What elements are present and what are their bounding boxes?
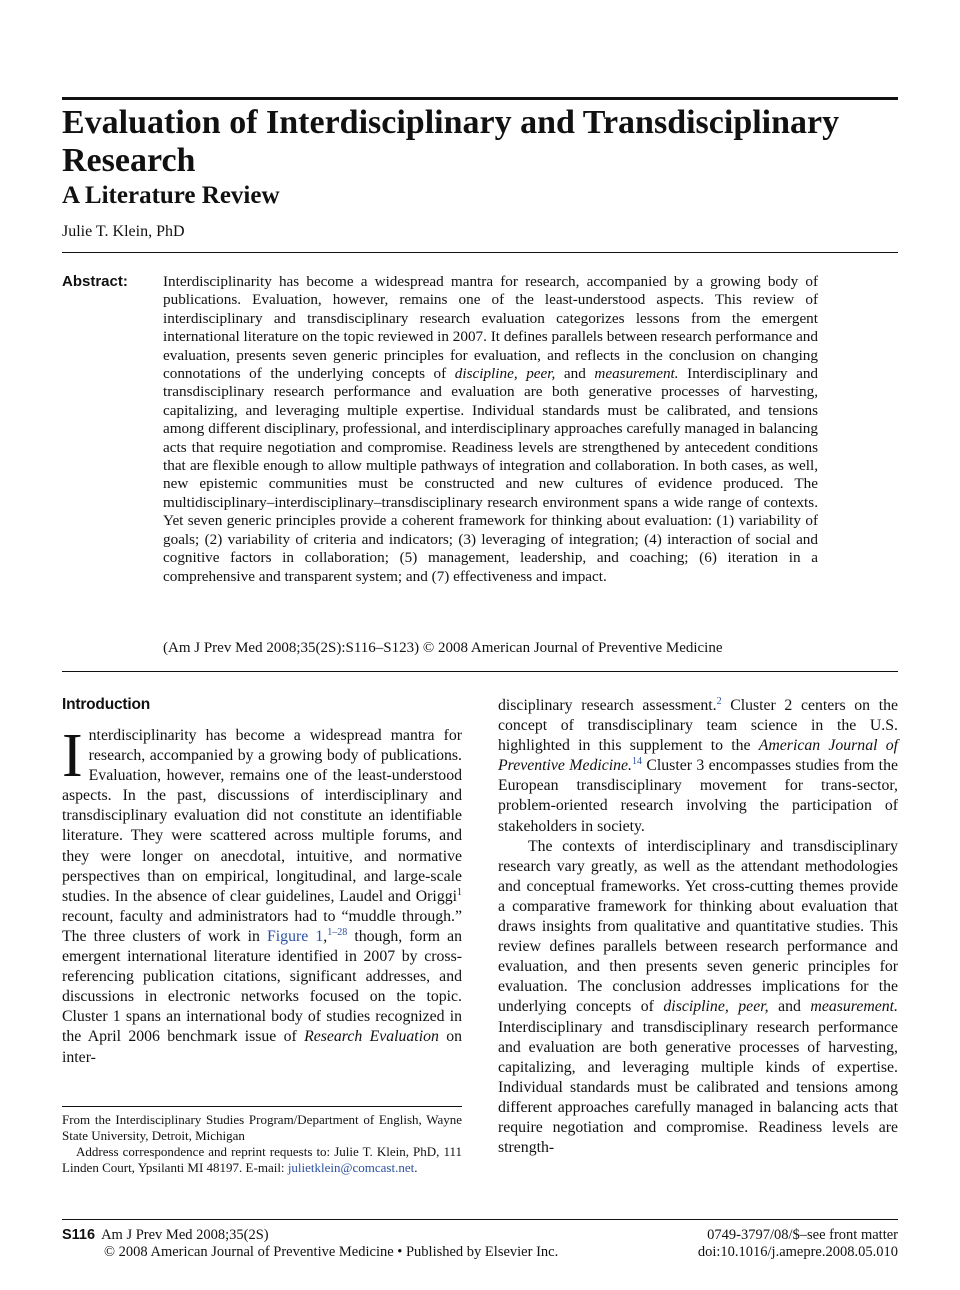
author-name: Julie T. Klein, PhD: [62, 223, 185, 240]
body-text: Interdisciplinary and transdisciplinary research performance and evaluation are both generative processes of harvesting, capitalizing, and leveraging multiple kinds of expertise. Individual standards must be calibrated and tensions among different approaches carefully managed in balancing acts that require negotiation and compromise. Readiness levels are strength-: [498, 1018, 898, 1157]
body-emphasis: discipline, peer,: [663, 998, 769, 1016]
body-text: recount, faculty and administrators had to “muddle through.” The three clusters of work in: [62, 907, 462, 945]
page-number: S116: [62, 1227, 96, 1243]
abstract-label: Abstract:: [62, 273, 128, 290]
correspondence-end: .: [414, 1160, 418, 1175]
abstract-part: Interdisciplinarity has become a widespread mantra for research, accompanied by a growing body of publications. Evaluation, however, remains one of the least-understood aspects. This review of interdisciplinary and transdisciplinary research evaluation categorizes lessons from the emergent international literature on the topic reviewed in 2007. It defines parallels between research performance and evaluation, presents seven generic principles for evaluation, and reflects in the conclusion on changing connotations of the underlying concepts of: [163, 273, 818, 383]
body-text: on inter-: [62, 1028, 462, 1066]
abstract-part: and: [555, 365, 595, 383]
body-text: Cluster 3 encompasses studies from the European transdisciplinary movement for trans-sector, problem-oriented research involving the participation of stakeholders in society.: [498, 757, 898, 835]
abstract-part: Interdisciplinary and transdisciplinary research performance and evaluation are both generative processes of harvesting, capitalizing, and leveraging multiple expertise. Individual standards must be calibrated, and tensions among different disciplinary, professional, and interdisciplinary approaches carefully managed in balancing acts that require negotiation and compromise. Readiness levels are strengthened by antecedent conditions that are flexible enough to allow multiple pathways of integration and collaboration. In both cases, as well, new epistemic communities must be constructed and new cultures of evidence produced. The multidisciplinary–interdisciplinary–transdisciplinary research environment spans a wide range of contexts. Yet seven generic principles provide a coherent framework for thinking about evaluation: (1) variability of goals; (2) variability of criteria and indicators; (3) leveraging of integration; (4) interaction of social and cognitive factors in collaboration; (5) management, leadership, and coaching; (6) iteration in a comprehensive and transparent system; and (7) effectiveness and impact.: [163, 365, 819, 585]
footer-doi[interactable]: doi:10.1016/j.amepre.2008.05.010: [697, 1244, 898, 1260]
body-text: The contexts of interdisciplinary and transdisciplinary research vary greatly, as well as the attendant methodologies and conceptual frameworks. Yet cross-cutting themes provide a comparative framework for thinking about evaluation that draws insights from qualitative and quantitative studies. This review defines parallels between research performance and evaluation, and then presents seven generic principles for evaluation. The conclusion addresses implications for the underlying concepts of: [498, 837, 898, 1016]
body-paragraph: [498, 837, 898, 1159]
footer-journal-line: [62, 1227, 269, 1244]
abstract-emphasis: discipline, peer,: [454, 365, 556, 383]
footer-copyright: © 2008 American Journal of Preventive Medicine • Published by Elsevier Inc.: [104, 1244, 559, 1260]
correspondence: [62, 1144, 462, 1176]
abstract-emphasis: measurement.: [594, 365, 679, 383]
section-heading: Introduction: [62, 696, 150, 713]
abstract-rule: [62, 671, 898, 672]
correspondence-text: Address correspondence and reprint requests to: Julie T. Klein, PhD, 111 Linden Court, Ypsilanti MI 48197. E-mail:: [62, 1144, 462, 1175]
footnote: [62, 1112, 462, 1176]
reference-marker[interactable]: 1–28: [327, 926, 348, 938]
article-title: Evaluation of Interdisciplinary and Transdisciplinary Research: [62, 104, 840, 179]
drop-cap: I: [62, 722, 83, 790]
footer-rule: [62, 1219, 898, 1220]
affiliation: From the Interdisciplinary Studies Program/Department of English, Wayne State University, Detroit, Michigan: [62, 1112, 462, 1143]
email-link[interactable]: julietklein@comcast.net: [287, 1160, 415, 1175]
body-emphasis: American Journal of Preventive Medicine.: [498, 737, 898, 775]
reference-marker[interactable]: 2: [716, 696, 722, 707]
body-text: ,: [323, 927, 328, 945]
body-text: and: [768, 998, 811, 1016]
body-paragraph: [498, 696, 898, 837]
header-rule: [62, 252, 898, 253]
left-column: [62, 722, 463, 1068]
reference-marker[interactable]: 14: [632, 756, 643, 768]
footnote-rule: [62, 1106, 462, 1107]
article-subtitle: A Literature Review: [62, 182, 280, 209]
abstract-text: [163, 273, 818, 586]
top-rule: [62, 97, 898, 100]
body-text: nterdisciplinarity has become a widespread mantra for research, accompanied by a growing body of publications. Evaluation, however, remains one of the least-understood aspects. In the past, discussions of interdisciplinary and transdisciplinary evaluation did not constitute an identifiable literature. They were scattered across multiple forums, and they were longer on anecdotal, intuitive, and normative perspectives than on empirical, longitudinal, and large-scale studies. In the absence of clear guidelines, Laudel and Origgi: [62, 727, 462, 905]
body-text: Cluster 2 centers on the concept of transdisciplinary team science in the U.S. highlighted in this supplement to the: [498, 697, 898, 755]
footer-issn: 0749-3797/08/$–see front matter: [707, 1227, 898, 1243]
figure-link[interactable]: Figure 1: [267, 927, 324, 945]
journal-citation: Am J Prev Med 2008;35(2S): [101, 1227, 269, 1243]
intro-paragraph: [62, 722, 463, 1068]
body-text: though, form an emergent international literature identified in 2007 by cross-referencing publication citations, significant addresses, and discussions in electronic networks focused on the topic. Cluster 1 spans an international body of studies recognized in the April 2006 benchmark issue of: [62, 927, 463, 1046]
abstract-citation: (Am J Prev Med 2008;35(2S):S116–S123) © 2008 American Journal of Preventive Medicine: [163, 640, 723, 656]
body-text: disciplinary research assessment.: [498, 697, 717, 714]
reference-marker[interactable]: 1: [457, 886, 462, 898]
body-emphasis: Research Evaluation: [304, 1028, 439, 1046]
body-emphasis: measurement.: [810, 998, 898, 1016]
right-column: [498, 696, 898, 1158]
